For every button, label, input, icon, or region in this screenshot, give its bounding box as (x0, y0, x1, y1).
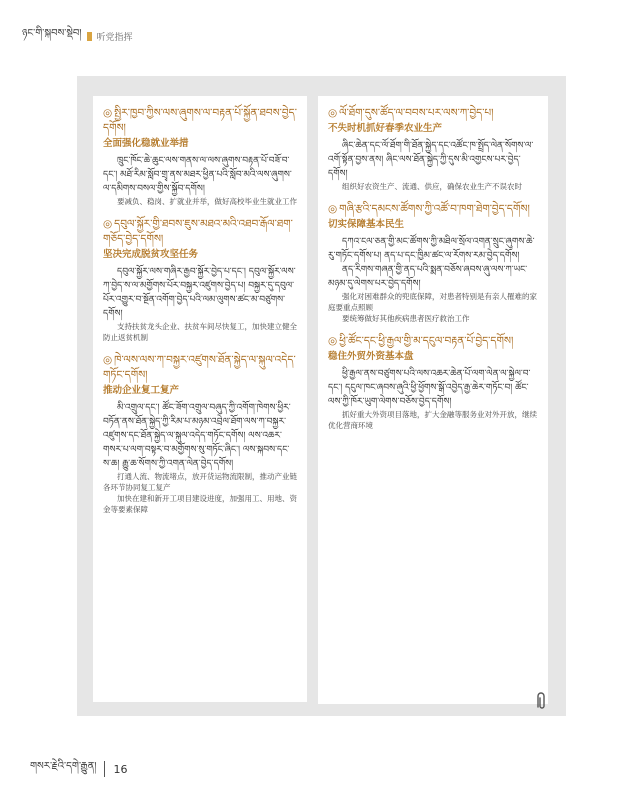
section-title-chinese: 不失时机抓好春季农业生产 (328, 123, 443, 134)
section-body-tibetan: དཀའ་ངལ་ཅན་གྱི་མང་ཚོགས་ཀྱི་མཐིལ་སྲོལ་འགན་སྲུང་ཞུགས་ཆེ་རུ་གཏོང་དགོས་པ། ནད་པ་དང་ཁྱིམ་ཚང་ལ་རོགས་རམ་བྱེད་དགོས། (328, 237, 535, 261)
section-note-chinese: 要减负、稳岗、扩就业并举，做好高校毕业生就业工作 (117, 197, 297, 206)
bullet-circle-icon: ◎ (328, 203, 338, 215)
section-title-chinese: 稳住外贸外资基本盘 (328, 351, 414, 362)
header-accent-bar (87, 32, 92, 41)
section-body-tibetan: ཞིང་ཆེན་དང་ལོ་ཐོག་གི་ཐོན་སྐྱེད་དང་འཚོང་ཁ་སྤྲོད་ལེན་སོགས་ལ་འགོ་སྟོན་བྱས་ནས། ཞིང་ལས་ཐོན་སྐྱེད་ཀྱི་དུས་མི་འགྱངས་པར་བྱེད་དགོས། (328, 141, 534, 179)
left-column (93, 96, 307, 702)
bullet-circle-icon: ◎ (103, 107, 113, 119)
footer-tibetan: གསར་རྗེའི་དགེ་རྒྱུན། (30, 761, 97, 772)
section-note-chinese: 打通人流、物流堵点，放开货运物流限制，推动产业链各环节协同复工复产 (103, 472, 297, 492)
section-foreign-trade (328, 334, 538, 431)
section-title-tibetan: ◎ གཞི་རྩའི་དམངས་ཚོགས་ཀྱི་འཚོ་བ་ཁག་ཐེག་བྱེད་དགོས། (328, 203, 530, 215)
section-note-chinese: 抓好重大外资项目落地，扩大金融等服务业对外开放，继续优化营商环境 (328, 410, 537, 430)
section-title-chinese: 推动企业复工复产 (103, 385, 180, 396)
page-header (22, 28, 132, 44)
section-body-tibetan-2: ནད་རིགས་གཞན་གྱི་ནད་པའི་སྨན་བཅོས་ཞབས་ཞུ་ལས་ཀ་ཡང་མཉམ་དུ་ལེགས་པར་བྱེད་དགོས། (328, 265, 528, 289)
section-body-tibetan: ཁྲུང་ཁོང་ཆེ་ཆུང་ལས་གནས་ལ་ལས་ཞུགས་བརྟན་པོ་བཟོ་བ་དང་། མཐོ་རིམ་སློབ་གྲྭ་ནས་མཐར་ཕྱིན་པའི་སློབ་མའི་ལས་ཞུགས་ལ་དམིགས་བསལ་གྱིས་སྐྱོབ་དགོས། (103, 156, 292, 194)
section-resume-work (103, 353, 297, 515)
section-title-chinese: 切实保障基本民生 (328, 219, 405, 230)
section-poverty (103, 217, 297, 343)
section-note-chinese-2: 加快在建和新开工项目建设进度，加强用工、用地、资金等要素保障 (103, 494, 297, 514)
section-title-chinese: 全面强化稳就业举措 (103, 138, 189, 149)
page-number: 16 (113, 762, 128, 776)
header-chinese: 听党指挥 (96, 32, 133, 43)
section-livelihood (328, 202, 538, 324)
section-body-tibetan: དབུལ་སྐྱོར་ལས་གཞིར་རྒྱབ་སྐྱོར་བྱེད་པ་དང་། དབུལ་སྐྱོར་ལས་ཀ་བྱེད་ས་ལ་མགྱོགས་པོར་བསྐྱར་འཛུགས་བྱེད་པ། བསྐྱར་དུ་དབུལ་པོར་འགྱུར་བ་སྔོན་འགོག་བྱེད་པའི་ལམ་ལུགས་ཚང་མ་བཙུགས་དགོས། (103, 267, 296, 319)
section-title-tibetan: ◎ ཁེ་ལས་ལས་ཀ་བསྐྱར་འཛུགས་ཐོན་སྐྱེད་ལ་སྐུལ་འདེད་གཏོང་དགོས། (103, 354, 296, 381)
footer-divider (104, 761, 105, 777)
right-column (318, 96, 548, 704)
section-title-tibetan: ◎ ལོ་ཐོག་དུས་ཚོད་ལ་བབས་པར་ལས་ཀ་བྱེད་པ། (328, 107, 494, 119)
section-note-chinese: 组织好农资生产、流通、供应，确保农业生产不误农时 (342, 182, 522, 191)
section-body-tibetan: མི་འགྲུལ་དང་། ཚོང་ཟོག་འགྲུལ་བཞུད་ཀྱི་འགོག་ཁེགས་ཕྱིར་བཏོན་ནས་ཐོན་སྐྱེད་ཀྱི་རིམ་པ་མཉམ་འབྲེལ་ཐོག་ལས་ཀ་བསྐྱར་འཛུགས་དང་ཐོན་སྐྱེད་ལ་སྐུལ་འདེད་གཏོང་དགོས། ལས་འཆར་གསར་པ་ལག་བསྟར་བ་མགྱོགས་སུ་གཏོང་ཞིང་། ལས་སྐབས་དང་ས་ཆ། རྒྱུ་ཆ་སོགས་ཀྱི་འགན་ལེན་བྱེད་དགོས། (103, 403, 291, 469)
bullet-circle-icon: ◎ (328, 107, 338, 119)
bullet-circle-icon: ◎ (103, 218, 113, 230)
section-title-tibetan: ◎ ཕྱི་ཚོང་དང་ཕྱི་རྒྱལ་གྱི་མ་དངུལ་བརྟན་པོ་བྱེད་དགོས། (328, 335, 514, 347)
section-title-chinese: 坚决完成脱贫攻坚任务 (103, 249, 199, 260)
page-footer (30, 755, 127, 783)
section-agriculture (328, 106, 538, 192)
section-title-tibetan: ◎ དབུལ་སྐྱོར་གྱི་ཐབས་ཇུས་མཐའ་མའི་འཐབ་རྒོལ་ཐག་གཅོད་བྱེད་དགོས། (103, 218, 293, 245)
section-employment (103, 106, 297, 207)
section-note-chinese: 支持扶贫龙头企业、扶贫车间尽快复工，加快建立健全防止返贫机制 (103, 322, 297, 342)
section-note-chinese-2: 要统筹做好其他疾病患者医疗救治工作 (342, 314, 470, 323)
section-body-tibetan: ཕྱི་རྒྱལ་ནས་བཙུགས་པའི་ལས་འཆར་ཆེན་པོ་ལག་ལེན་ལ་སྐྱེལ་བ་དང་། དངུལ་ཁང་ཞབས་ཞུའི་ཕྱི་ཕྱོགས་སྒོ་འབྱེད་རྒྱ་ཆེར་གཏོང་བ། ཚོང་ལས་ཀྱི་ཁོར་ཡུག་ལེགས་བཅོས་བྱེད་དགོས། (328, 369, 531, 407)
paperclip-icon (534, 691, 548, 711)
header-tibetan: ཉང་གི་སྐབས་སྡེབ། (22, 28, 82, 39)
section-note-chinese: 强化对困难群众的兜底保障，对患者特别是有亲人罹难的家庭要重点照顾 (328, 292, 537, 312)
bullet-circle-icon: ◎ (103, 354, 113, 366)
bullet-circle-icon: ◎ (328, 335, 338, 347)
section-title-tibetan: ◎ སྤྱིར་ཁྱབ་ཀྱིས་ལས་ཞུགས་ལ་བརྟན་པོ་སྐྱོན་ཐབས་བྱེད་དགོས། (103, 107, 297, 134)
